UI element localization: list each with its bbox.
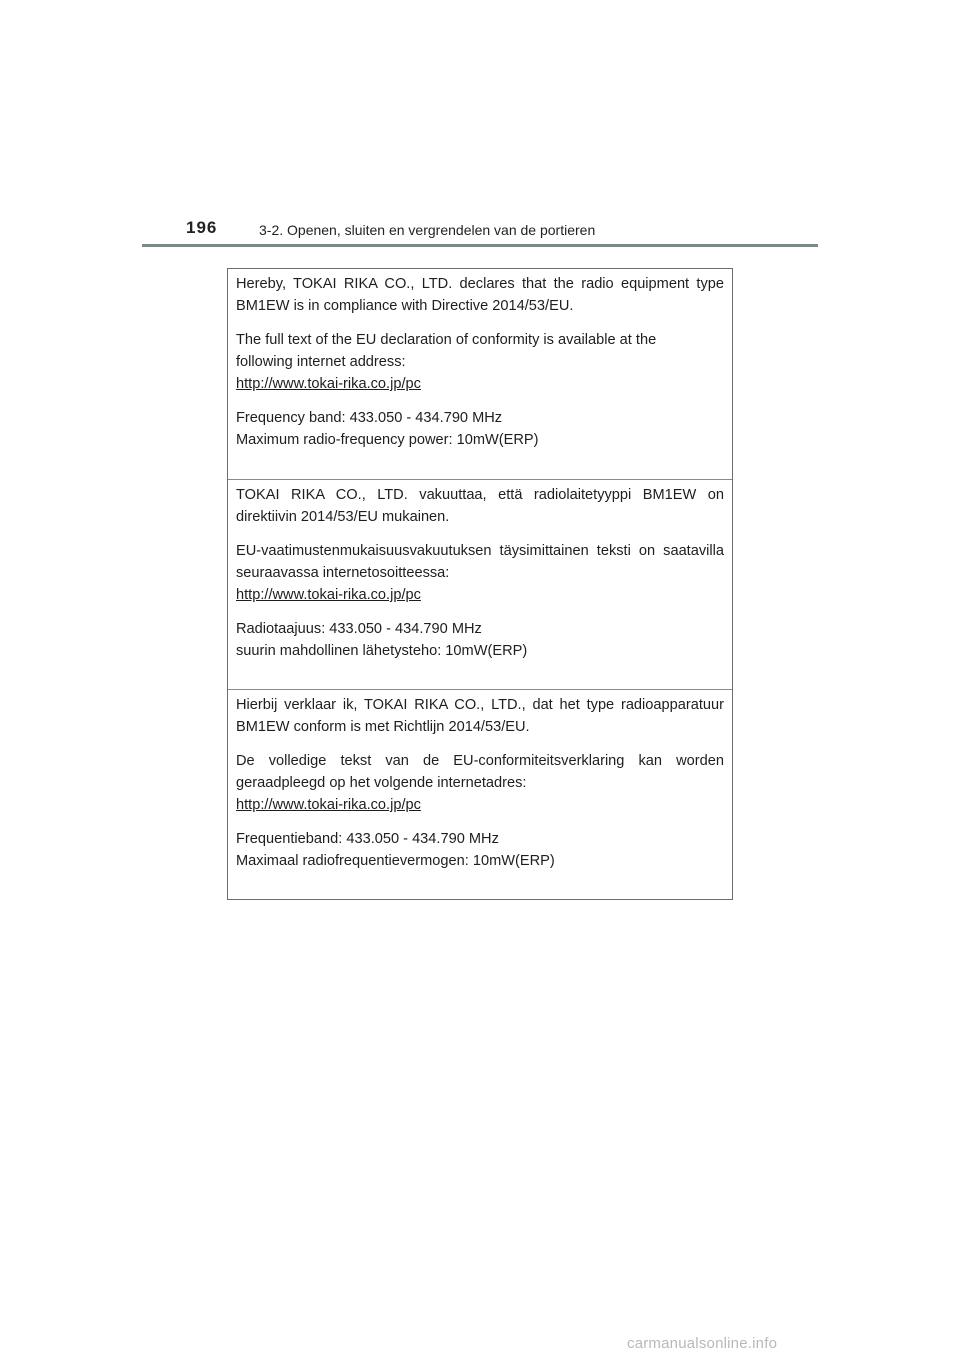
declaration-of-conformity-box — [227, 268, 733, 900]
full-text-line-2: following internet address: — [236, 354, 406, 370]
page-header — [0, 0, 960, 248]
declaration-url-link[interactable]: http://www.tokai-rika.co.jp/pc — [236, 587, 421, 603]
full-text-notice — [236, 329, 724, 395]
full-text-notice — [236, 540, 724, 606]
full-text: EU-vaatimustenmukaisuusvakuutuksen täysimittainen teksti on saatavilla seuraavassa internetosoitteessa: — [236, 543, 724, 581]
declaration-section-finnish — [228, 479, 732, 689]
site-watermark: carmanualsonline.info — [627, 1335, 778, 1352]
declaration-section-dutch — [228, 689, 732, 899]
header-divider — [142, 244, 818, 247]
frequency-band: Radiotaajuus: 433.050 - 434.790 MHz — [236, 621, 482, 637]
chapter-title: 3-2. Openen, sluiten en vergrendelen van de portieren — [259, 222, 596, 238]
declaration-statement: Hereby, TOKAI RIKA CO., LTD. declares that the radio equipment type BM1EW is in compliance with Directive 2014/53/EU. — [236, 276, 724, 314]
full-text-line-1: The full text of the EU declaration of conformity is available at the — [236, 332, 657, 348]
frequency-band: Frequency band: 433.050 - 434.790 MHz — [236, 410, 503, 426]
declaration-url-link[interactable]: http://www.tokai-rika.co.jp/pc — [236, 376, 421, 392]
max-power: Maximaal radiofrequentievermogen: 10mW(ERP) — [236, 853, 555, 869]
frequency-band: Frequentieband: 433.050 - 434.790 MHz — [236, 831, 499, 847]
max-power: suurin mahdollinen lähetysteho: 10mW(ERP) — [236, 643, 528, 659]
declaration-section-english — [228, 269, 732, 479]
max-power: Maximum radio-frequency power: 10mW(ERP) — [236, 432, 539, 448]
radio-specifications — [236, 407, 724, 451]
declaration-statement: TOKAI RIKA CO., LTD. vakuuttaa, että radiolaitetyyppi BM1EW on direktiivin 2014/53/EU mukainen. — [236, 487, 724, 525]
radio-specifications — [236, 618, 724, 662]
page-number: 196 — [186, 218, 218, 237]
radio-specifications — [236, 828, 724, 872]
declaration-statement: Hierbij verklaar ik, TOKAI RIKA CO., LTD., dat het type radioapparatuur BM1EW conform is met Richtlijn 2014/53/EU. — [236, 697, 724, 735]
full-text: De volledige tekst van de EU-conformiteitsverklaring kan worden geraadpleegd op het volgende internetadres: — [236, 753, 724, 791]
declaration-url-link[interactable]: http://www.tokai-rika.co.jp/pc — [236, 797, 421, 813]
full-text-notice — [236, 750, 724, 816]
